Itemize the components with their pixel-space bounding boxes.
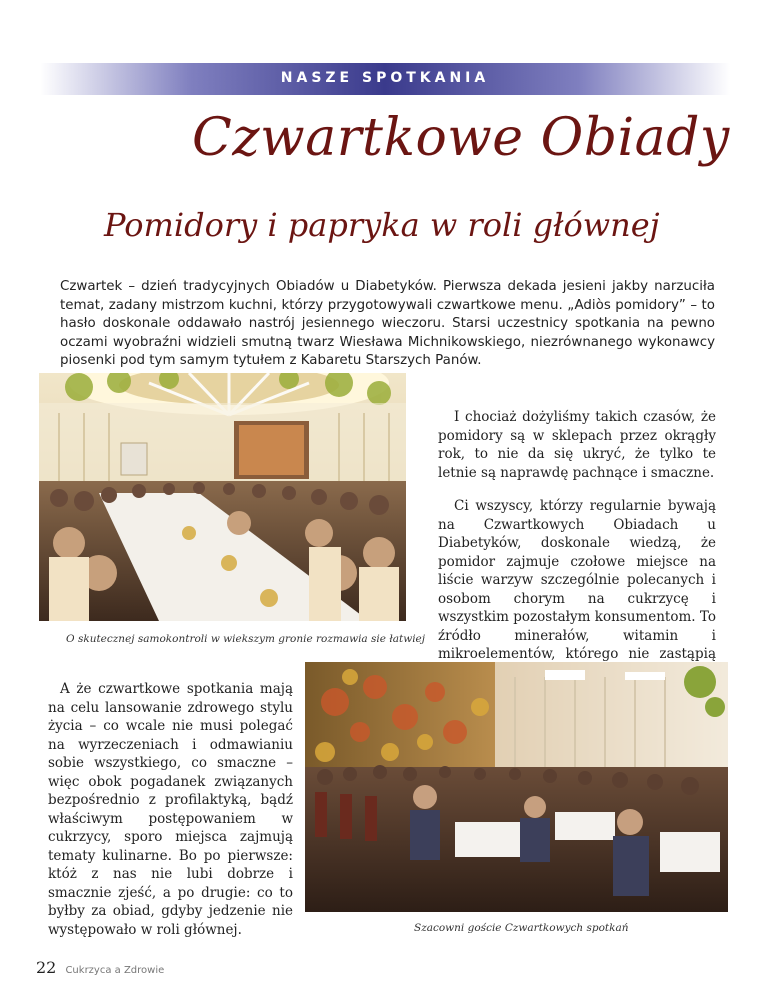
section-label: NASZE SPOTKANIA bbox=[280, 70, 490, 86]
section-banner bbox=[40, 63, 730, 95]
paragraph: A że czwartkowe spotkania mają na celu lansowanie zdrowego stylu życia – co wcale nie musi polegać na wyrzeczeniach i odmawianiu sobie wszystkiego, co smaczne – więc obok pogadanek związanych bezpośrednio z profilaktyką, bądź właściwym postępowaniem w cukrzycy, sporo miejsca zajmują tematy kulinarne. Bo po pierwsze: któż z nas nie lubi dobrze i smacznie zjeść, a po drugie: co to byłby za obiad, gdyby jedzenie nie występowało w roli głównej. bbox=[48, 681, 293, 938]
article-subtitle: Pomidory i papryka w roli głównej bbox=[104, 206, 660, 244]
left-column-text bbox=[48, 680, 293, 939]
page-number: 22 bbox=[36, 958, 57, 977]
photo-caption: O skutecznej samokontroli w wiekszym gronie rozmawia sie łatwiej bbox=[66, 633, 426, 645]
paragraph: I chociaż dożyliśmy takich czasów, że pomidory są w sklepach przez okrągły rok, to nie da się ukryć, że tylko te letnie są naprawdę pachnące i smaczne. bbox=[438, 409, 716, 481]
paragraph: Ci wszyscy, którzy regularnie bywają na Czwartkowych Obiadach u Diabetyków, doskonale wiedzą, że pomidor zajmuje czołowe miejsce na liście warzyw szczególnie polecanych i osobom chorym na cukrzycę i wszystkim pozostałym konsumentom. To źródło minerałów, witamin i mikroelementów, którego nie zastąpią bbox=[438, 498, 716, 662]
page-footer bbox=[36, 958, 164, 977]
photo-caption: Szacowni goście Czwartkowych spotkań bbox=[414, 922, 629, 934]
right-column-text bbox=[438, 408, 716, 697]
guests-photo bbox=[305, 662, 728, 912]
intro-paragraph: Czwartek – dzień tradycyjnych Obiadów u Diabetyków. Pierwsza dekada jesieni jakby narzuciła temat, zadany mistrzom kuchni, którzy przygotowywali czwartkowe menu. „Adiòs pomidory” – to hasło doskonale oddawało nastrój jesiennego wieczoru. Starsi uczestnicy spotkania na pewno oczami wyobraźni widzieli smutną twarz Wiesława Michnikowskiego, niezrównanego wykonawcy piosenki pod tym samym tytułem z Kabaretu Starszych Panów. bbox=[60, 279, 715, 368]
banquet-hall-photo bbox=[39, 373, 406, 621]
magazine-name: Cukrzyca a Zdrowie bbox=[65, 965, 165, 976]
article-title: Czwartkowe Obiady bbox=[192, 108, 730, 168]
